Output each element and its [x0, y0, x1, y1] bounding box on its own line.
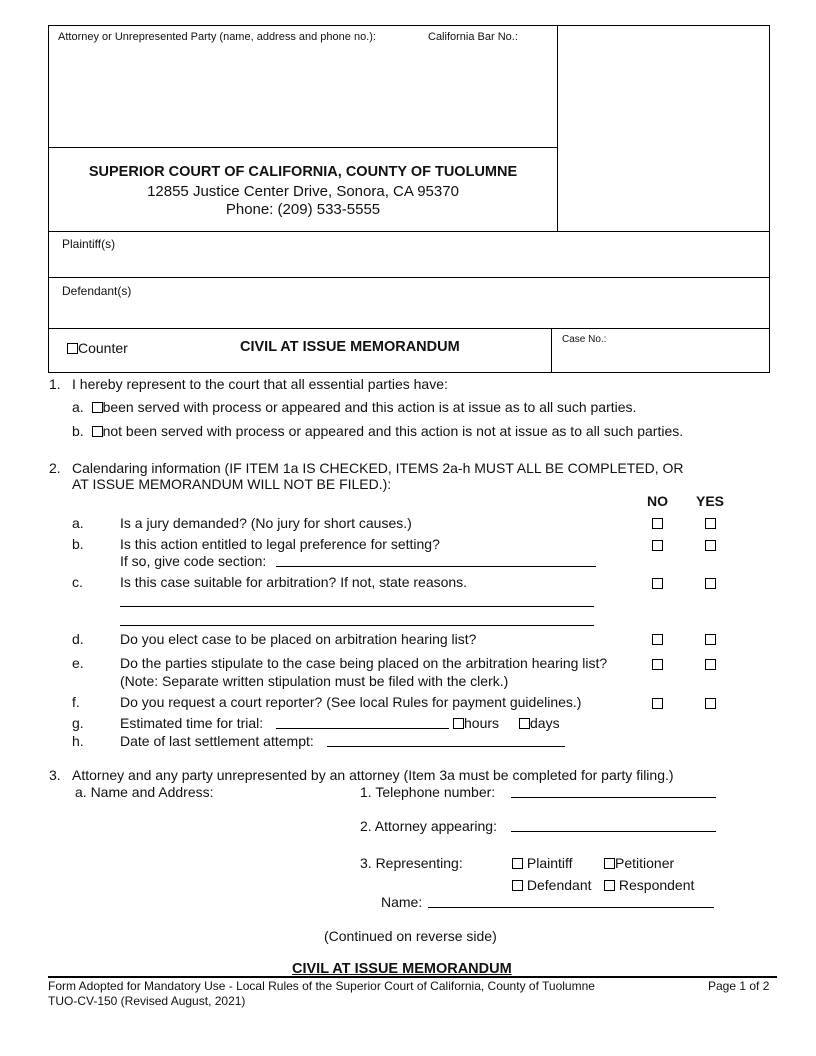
rep-defendant-option[interactable] [512, 877, 592, 893]
section1-text: I hereby represent to the court that all essential parties have: [72, 376, 448, 392]
case-no-field[interactable] [556, 348, 764, 368]
rep-defendant-label: Defendant [526, 877, 592, 893]
item-2b-yes-checkbox[interactable] [705, 540, 716, 551]
rep-name-label: Name: [381, 894, 423, 910]
footer-form-id: TUO-CV-150 (Revised August, 2021) [48, 994, 246, 1008]
plaintiff-field[interactable] [52, 252, 762, 274]
court-name: SUPERIOR COURT OF CALIFORNIA, COUNTY OF TUOLUMNE [88, 164, 518, 180]
item-2a-yes-checkbox[interactable] [705, 518, 716, 529]
hours-label: hours [464, 715, 500, 731]
trial-time-field[interactable] [276, 728, 449, 729]
item-1b-letter: b. [72, 423, 84, 439]
item-1b-checkbox[interactable] [92, 426, 103, 437]
item-2c-letter: c. [72, 574, 83, 590]
court-address: 12855 Justice Center Drive, Sonora, CA 95370 [147, 183, 459, 200]
days-option[interactable] [519, 715, 560, 731]
item-2g-letter: g. [72, 715, 84, 731]
telephone-field[interactable] [511, 797, 716, 798]
item-2c-yes-checkbox[interactable] [705, 578, 716, 589]
item-2f-text: Do you request a court reporter? (See local Rules for payment guidelines.) [120, 694, 582, 710]
rep-plaintiff-label: Plaintiff [526, 855, 573, 871]
item-2b-letter: b. [72, 536, 84, 552]
form-title: CIVIL AT ISSUE MEMORANDUM [240, 339, 460, 355]
rep-defendant-checkbox[interactable] [512, 880, 523, 891]
counter-label: Counter [78, 340, 128, 356]
code-section-field[interactable] [276, 566, 596, 567]
counter-checkbox[interactable] [67, 343, 78, 354]
no-column-header: NO [647, 493, 668, 509]
item-2a-no-checkbox[interactable] [652, 518, 663, 529]
hours-checkbox[interactable] [453, 718, 464, 729]
item-2a-letter: a. [72, 515, 84, 531]
settlement-date-field[interactable] [327, 746, 565, 747]
item-2b-text: Is this action entitled to legal preference for setting? [120, 536, 440, 552]
defendant-field[interactable] [52, 300, 762, 324]
rep-respondent-option[interactable] [604, 877, 694, 893]
rep-name-field[interactable] [428, 907, 714, 908]
item-1a-letter: a. [72, 399, 84, 415]
item-2d-no-checkbox[interactable] [652, 634, 663, 645]
name-address-label: a. Name and Address: [75, 784, 214, 800]
continued-note: (Continued on reverse side) [324, 928, 497, 944]
case-no-divider [551, 328, 552, 373]
item-2e-no-checkbox[interactable] [652, 659, 663, 670]
item-2c-no-checkbox[interactable] [652, 578, 663, 589]
item-2b-no-checkbox[interactable] [652, 540, 663, 551]
case-no-label: Case No.: [562, 334, 607, 345]
item-2e-yes-checkbox[interactable] [705, 659, 716, 670]
attorney-appearing-label: 2. Attorney appearing: [360, 818, 497, 834]
days-checkbox[interactable] [519, 718, 530, 729]
yes-column-header: YES [696, 493, 725, 509]
section3-number: 3. [49, 767, 61, 783]
telephone-label: 1. Telephone number: [360, 784, 496, 800]
attorney-appearing-field[interactable] [511, 831, 716, 832]
rep-petitioner-label: Petitioner [615, 855, 675, 871]
item-1a-checkbox[interactable] [92, 402, 103, 413]
counter-checkbox-row[interactable] [67, 340, 128, 356]
rep-respondent-checkbox[interactable] [604, 880, 615, 891]
attorney-info-field[interactable] [52, 50, 552, 142]
defendant-box-bottom [48, 328, 770, 329]
section2-line1: Calendaring information (IF ITEM 1a IS CHECKED, ITEMS 2a-h MUST ALL BE COMPLETED, OR [72, 460, 684, 476]
item-2e-sub: (Note: Separate written stipulation must be filed with the clerk.) [120, 673, 509, 689]
attorney-box-bottom [48, 147, 558, 148]
court-phone: Phone: (209) 533-5555 [225, 201, 381, 218]
section1-number: 1. [49, 376, 61, 392]
item-1a-text: been served with process or appeared and this action is at issue as to all such parties. [102, 399, 637, 415]
plaintiff-box-bottom [48, 277, 770, 278]
hours-option[interactable] [453, 715, 499, 731]
item-2d-text: Do you elect case to be placed on arbitration hearing list? [120, 631, 477, 647]
item-2h-text: Date of last settlement attempt: [120, 733, 314, 749]
attorney-label: Attorney or Unrepresented Party (name, address and phone no.): [58, 31, 376, 43]
bar-no-label: California Bar No.: [428, 31, 518, 43]
defendant-label: Defendant(s) [62, 284, 132, 298]
item-2f-no-checkbox[interactable] [652, 698, 663, 709]
arbitration-reasons-line-2[interactable] [120, 625, 594, 626]
court-box-bottom [48, 231, 770, 232]
rep-plaintiff-option[interactable] [512, 855, 573, 871]
arbitration-reasons-line-1[interactable] [120, 606, 594, 607]
rep-plaintiff-checkbox[interactable] [512, 858, 523, 869]
item-2e-text: Do the parties stipulate to the case being placed on the arbitration hearing list? [120, 655, 608, 671]
item-2h-letter: h. [72, 733, 84, 749]
rep-respondent-label: Respondent [618, 877, 695, 893]
footer-title: CIVIL AT ISSUE MEMORANDUM [292, 961, 512, 977]
item-2g-text: Estimated time for trial: [120, 715, 264, 731]
item-2a-text: Is a jury demanded? (No jury for short causes.) [120, 515, 412, 531]
item-2f-yes-checkbox[interactable] [705, 698, 716, 709]
item-2f-letter: f. [72, 694, 80, 710]
section3-text: Attorney and any party unrepresented by an attorney (Item 3a must be completed for party filing.) [72, 767, 674, 783]
item-1b [72, 423, 683, 439]
item-2b-sub: If so, give code section: [120, 553, 267, 569]
plaintiff-label: Plaintiff(s) [62, 237, 116, 251]
footer-page: Page 1 of 2 [708, 979, 770, 993]
footer-adopted: Form Adopted for Mandatory Use - Local Rules of the Superior Court of California, County of Tuolumne [48, 979, 595, 993]
item-1b-text: not been served with process or appeared and this action is not at issue as to all such parties. [102, 423, 684, 439]
rep-petitioner-option[interactable] [604, 855, 674, 871]
item-2c-text: Is this case suitable for arbitration? If not, state reasons. [120, 574, 468, 590]
item-1a [72, 399, 636, 415]
item-2d-letter: d. [72, 631, 84, 647]
days-label: days [530, 715, 560, 731]
section2-number: 2. [49, 460, 61, 476]
representing-label: 3. Representing: [360, 855, 463, 871]
section2-line2: AT ISSUE MEMORANDUM WILL NOT BE FILED.): [72, 476, 392, 492]
item-2d-yes-checkbox[interactable] [705, 634, 716, 645]
name-address-field[interactable] [90, 802, 340, 912]
rep-petitioner-checkbox[interactable] [604, 858, 615, 869]
item-2e-letter: e. [72, 655, 84, 671]
